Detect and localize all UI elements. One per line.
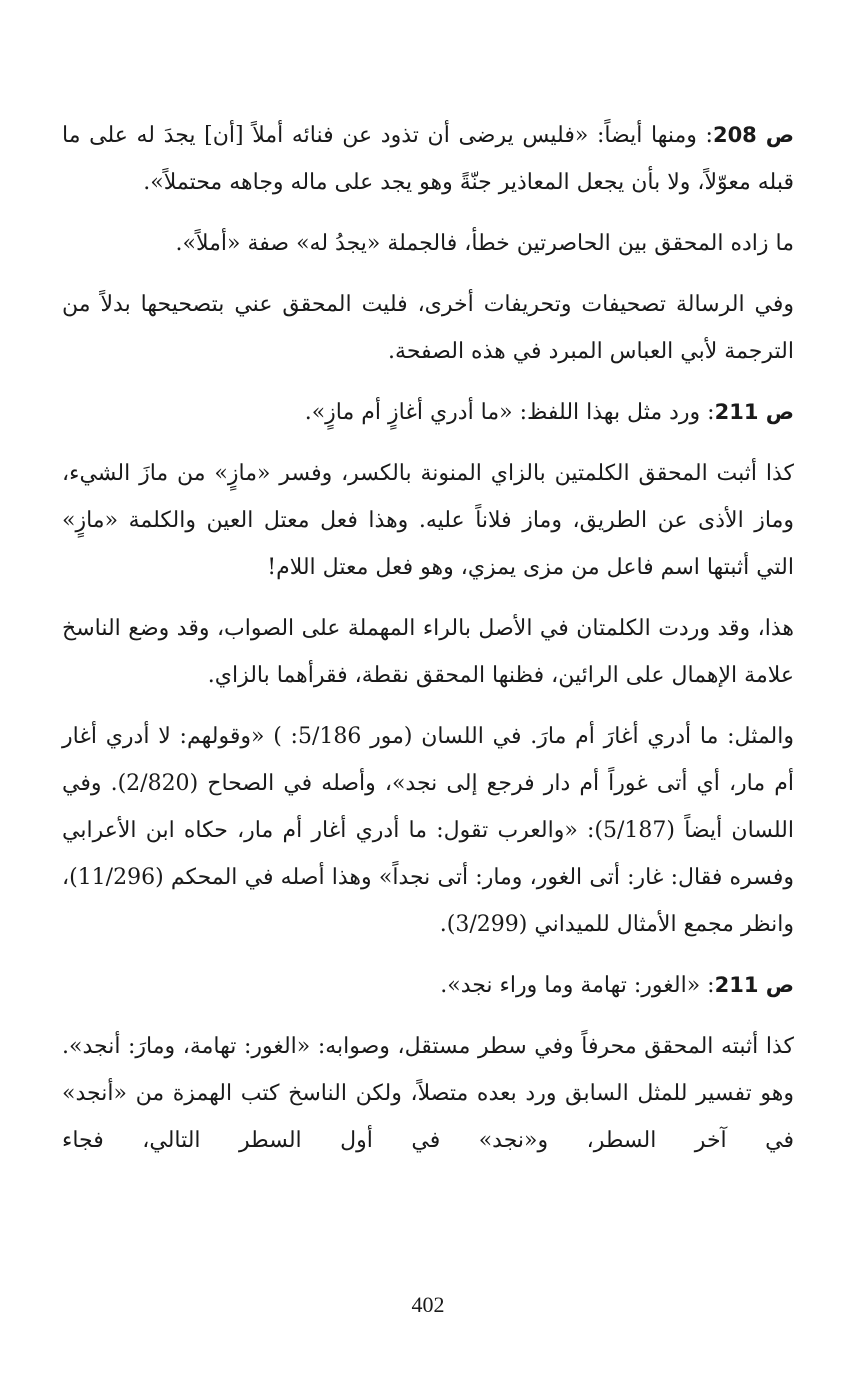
paragraph-comment-4 bbox=[62, 605, 794, 699]
paragraph-comment-2 bbox=[62, 281, 794, 375]
paragraph-text: : «الغور: تهامة وما وراء نجد». bbox=[440, 973, 715, 998]
paragraph-comment-1 bbox=[62, 220, 794, 267]
body-text bbox=[62, 112, 794, 1178]
paragraph-text: ما زاده المحقق بين الحاصرتين خطأ، فالجملة «يجدُ له» صفة «أملاً». bbox=[175, 231, 794, 256]
page-ref-label: ص 211 bbox=[714, 400, 794, 424]
paragraph-text: : ومنها أيضاً: «فليس يرضى أن تذود عن فنائه أملاً [أن] يجدَ له على ما قبله معوّلاً، ولا بأن يجعل المعاذير جنّةً وهو يجد على ماله وجاهه محتملاً». bbox=[62, 123, 794, 195]
paragraph-text: : ورد مثل بهذا اللفظ: «ما أدري أغازٍ أم مازٍ». bbox=[304, 400, 715, 425]
paragraph-comment-5 bbox=[62, 713, 794, 948]
page-ref-label: ص 211 bbox=[714, 973, 794, 997]
paragraph-comment-3 bbox=[62, 450, 794, 591]
paragraph-text: كذا أثبته المحقق محرفاً وفي سطر مستقل، وصوابه: «الغور: تهامة، ومارَ: أنجد». وهو تفسير للمثل السابق ورد بعده متصلاً، ولكن الناسخ كتب الهمزة من «أنجد» في آخر السطر، و«نجد» في أول السطر التالي، فجاء bbox=[62, 1034, 794, 1153]
paragraph-p211-a bbox=[62, 389, 794, 436]
page-ref-label: ص 208 bbox=[712, 123, 795, 147]
paragraph-comment-6 bbox=[62, 1023, 794, 1164]
paragraph-text: والمثل: ما أدري أغارَ أم مارَ. في اللسان (مور 5/186: ) «وقولهم: لا أدري أغار أم مار، أي أتى غوراً أم دار فرجع إلى نجد»، وأصله في الصحاح (2/820). وفي اللسان أيضاً (5/187): «والعرب تقول: ما أدري أغار أم مار، حكاه ابن الأعرابي وفسره فقال: غار: أتى الغور، ومار: أتى نجداً» وهذا أصله في المحكم (11/296)، وانظر مجمع الأمثال للميداني (3/299). bbox=[62, 724, 795, 937]
paragraph-text: كذا أثبت المحقق الكلمتين بالزاي المنونة بالكسر، وفسر «مازٍ» من مازَ الشيء، وماز الأذى عن الطريق، وماز فلاناً عليه. وهذا فعل معتل العين والكلمة «مازٍ» التي أثبتها اسم فاعل من مزى يمزي، وهو فعل معتل اللام! bbox=[62, 461, 794, 580]
paragraph-text: وفي الرسالة تصحيفات وتحريفات أخرى، فليت المحقق عني بتصحيحها بدلاً من الترجمة لأبي العباس المبرد في هذه الصفحة. bbox=[62, 292, 794, 364]
page-number: 402 bbox=[411, 1292, 445, 1317]
paragraph-p208 bbox=[62, 112, 794, 206]
paragraph-p211-b bbox=[62, 962, 794, 1009]
paragraph-text: هذا، وقد وردت الكلمتان في الأصل بالراء المهملة على الصواب، وقد وضع الناسخ علامة الإهمال على الرائين، فظنها المحقق نقطة، فقرأهما بالزاي. bbox=[62, 616, 794, 688]
